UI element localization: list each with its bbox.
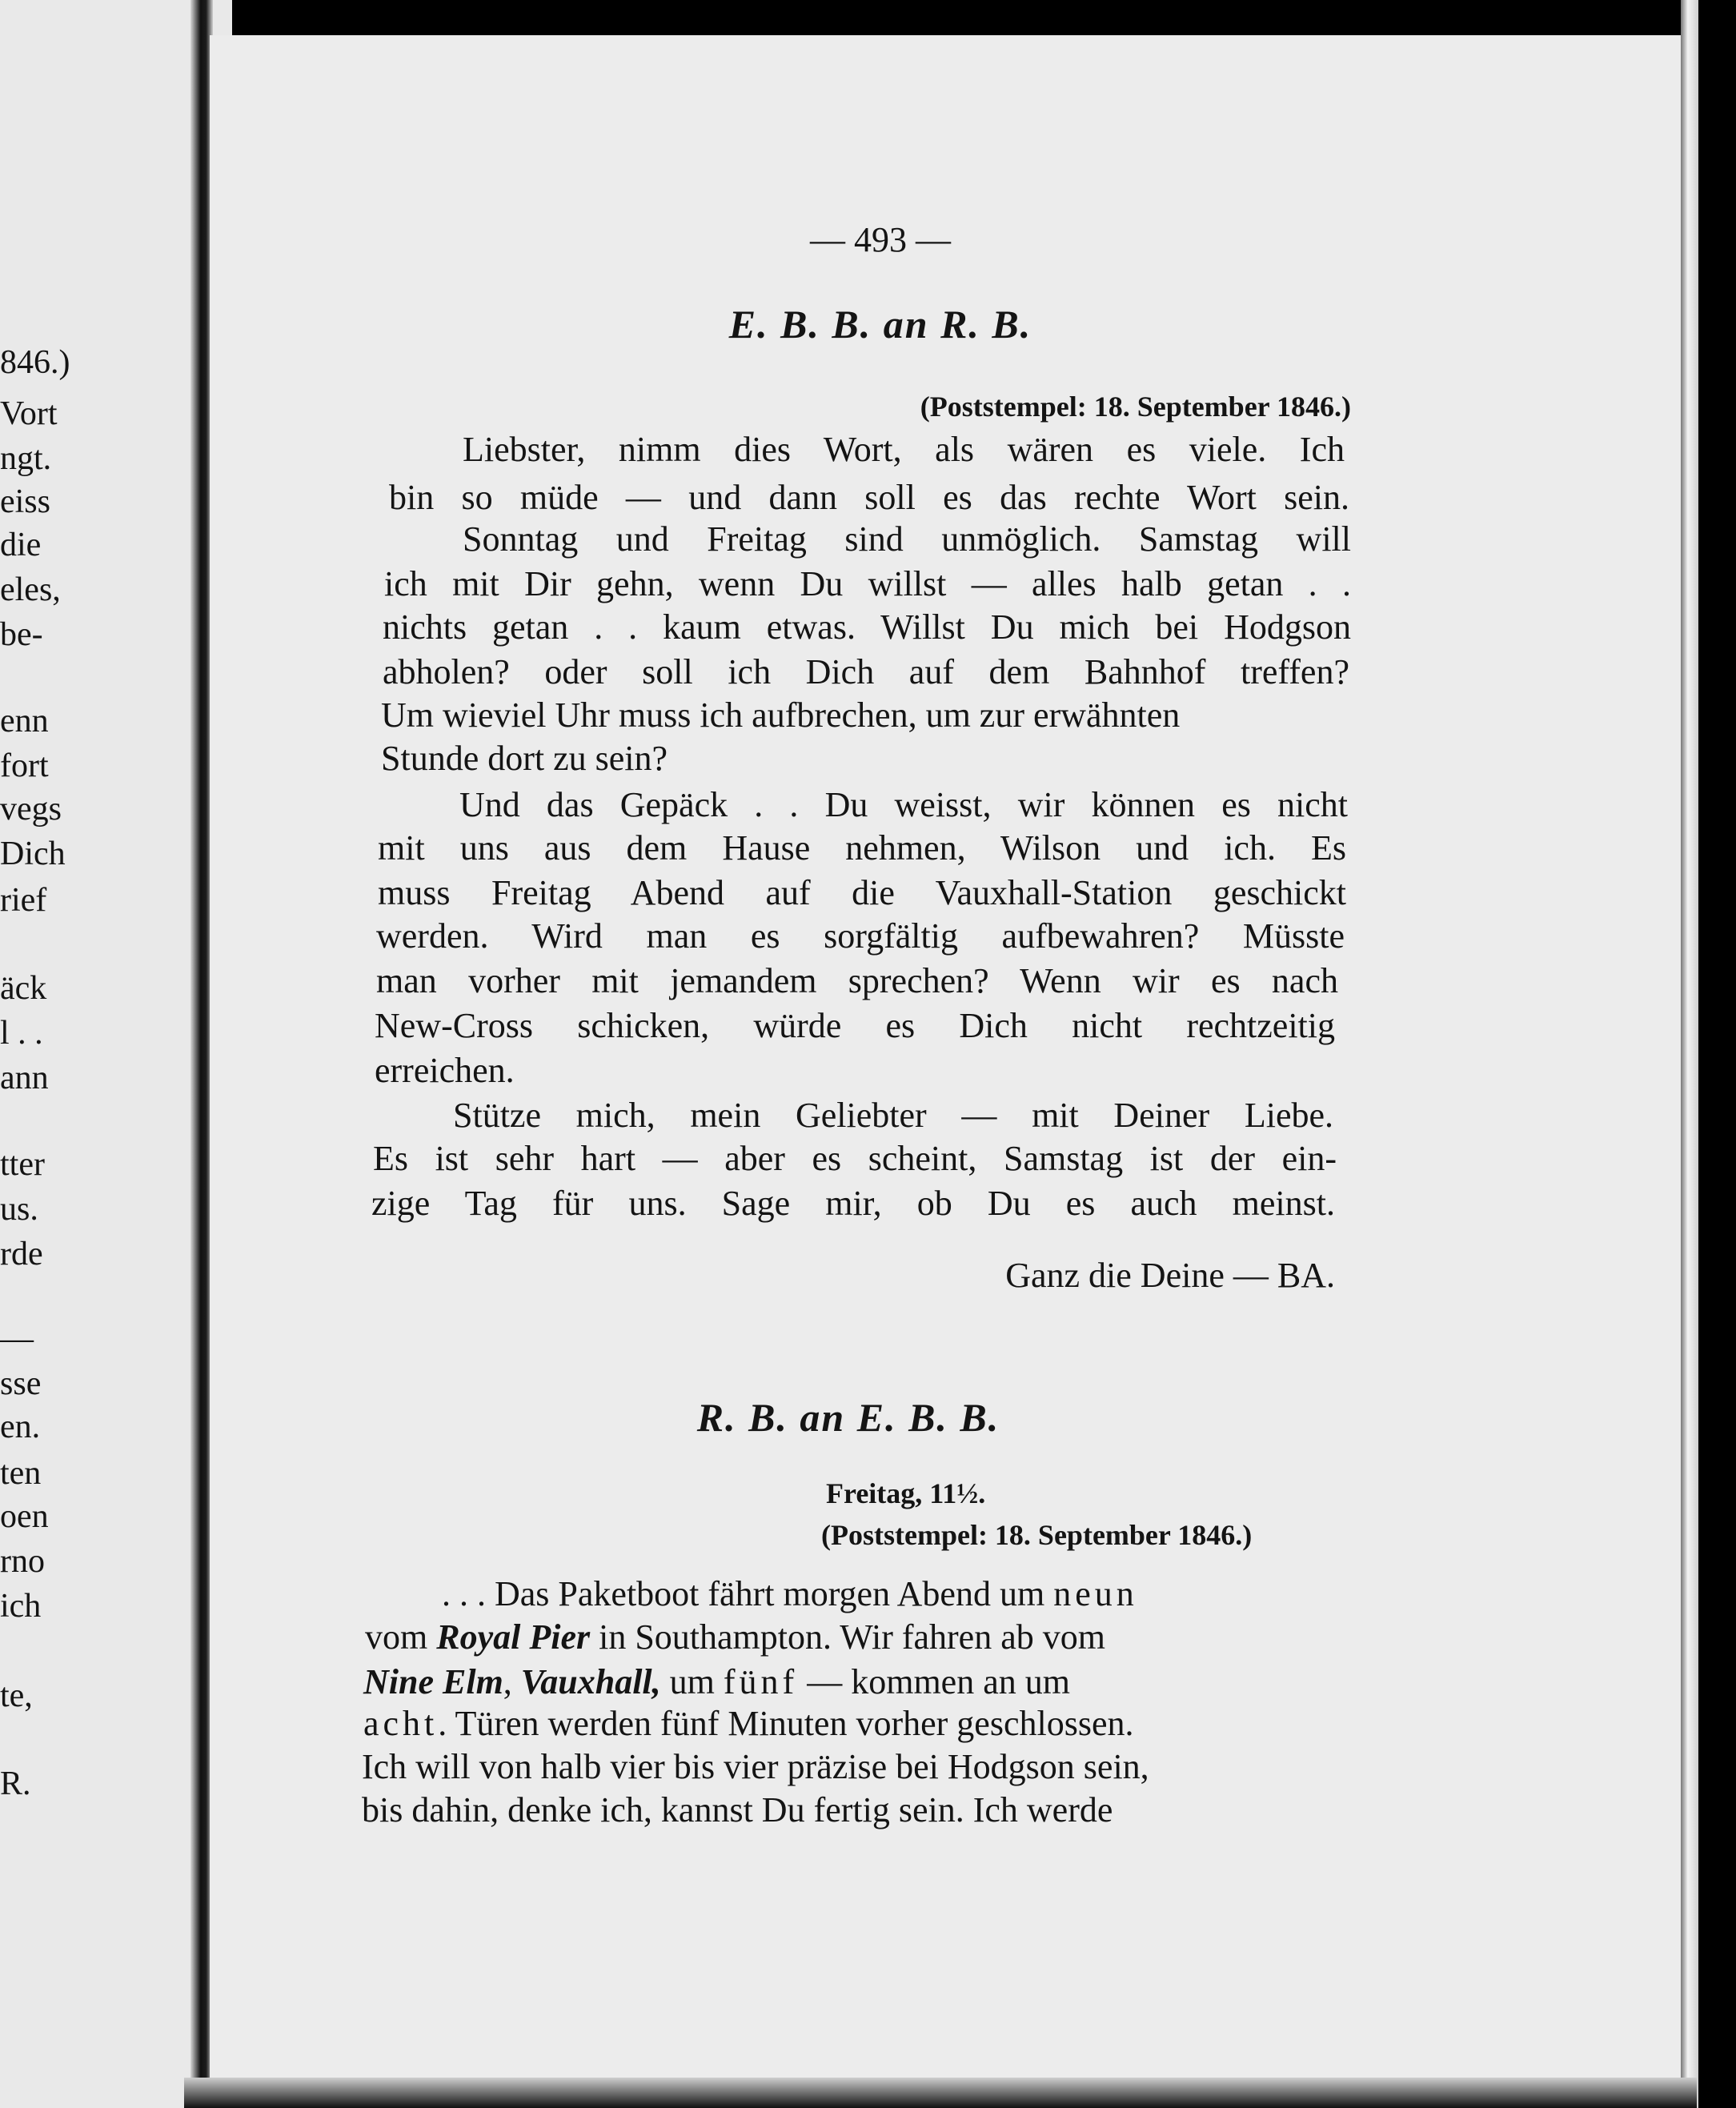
previous-page-fragment: rde xyxy=(0,1236,43,1272)
italic-name: Royal Pier xyxy=(436,1617,591,1657)
text-run: . . . Das Paketboot fährt morgen Abend um xyxy=(442,1574,1054,1613)
text-run: um xyxy=(660,1662,724,1701)
letter1-line: bin so müde — und dann soll es das rechte Wort sein. xyxy=(389,478,1349,517)
previous-page-fragment: rief xyxy=(0,882,47,919)
text-run: in Southampton. Wir fahren ab vom xyxy=(590,1617,1105,1657)
letter2-dateline: Freitag, 11½. xyxy=(826,1477,986,1509)
previous-page-fragment: ten xyxy=(0,1455,42,1492)
letter2-heading: R. B. an E. B. B. xyxy=(696,1395,1000,1440)
letter2-postmark: (Poststempel: 18. September 1846.) xyxy=(821,1519,1253,1551)
letter1-line: werden. Wird man es sorgfältig aufbewahren? Müsste xyxy=(376,916,1345,956)
spaced-text: fünf xyxy=(723,1662,799,1701)
letter1-line: erreichen. xyxy=(375,1051,515,1090)
page-bottom-edge xyxy=(184,2078,1697,2108)
text-run: vom xyxy=(365,1617,437,1657)
previous-page-fragment: ann xyxy=(0,1060,49,1096)
previous-page-fragment: 846.) xyxy=(0,344,70,381)
previous-page-fragment: vegs xyxy=(0,791,62,828)
letter1-line: man vorher mit jemandem sprechen? Wenn wir es nach xyxy=(376,961,1338,1000)
previous-page-fragment: en. xyxy=(0,1409,41,1445)
previous-page-fragment: eles, xyxy=(0,571,61,608)
letter1-line: muss Freitag Abend auf die Vauxhall-Station geschickt xyxy=(378,873,1346,912)
letter2-line: Ich will von halb vier bis vier präzise bei Hodgson sein, xyxy=(362,1747,1149,1786)
page-edge xyxy=(1681,0,1698,2108)
previous-page-fragment: te, xyxy=(0,1677,33,1714)
previous-page-fragment: oen xyxy=(0,1498,49,1535)
previous-page-fragment: us. xyxy=(0,1191,38,1228)
letter1-line: Liebster, nimm dies Wort, als wären es viele. Ich xyxy=(463,430,1345,469)
letter1-line: ich mit Dir gehn, wenn Du willst — alles halb getan . . xyxy=(384,564,1351,603)
letter1-line: abholen? oder soll ich Dich auf dem Bahnhof treffen? xyxy=(383,652,1349,691)
italic-name: Nine Elm xyxy=(363,1662,503,1701)
previous-page-fragment: ngt. xyxy=(0,440,52,477)
page-number: — 493 — xyxy=(810,220,951,259)
previous-page-fragment: eiss xyxy=(0,483,50,520)
letter1-signature: Ganz die Deine — BA. xyxy=(1005,1256,1335,1295)
letter1-line: Stütze mich, mein Geliebter — mit Deiner Liebe. xyxy=(453,1096,1333,1135)
letter1-line: mit uns aus dem Hause nehmen, Wilson und ich. Es xyxy=(378,828,1346,868)
letter2-line xyxy=(363,1662,1070,1701)
letter1-line: Stunde dort zu sein? xyxy=(381,739,668,778)
previous-page-fragment: R. xyxy=(0,1765,31,1802)
letter1-line: nichts getan . . kaum etwas. Willst Du mich bei Hodgson xyxy=(383,607,1351,647)
spaced-text: acht xyxy=(363,1704,439,1743)
letter2-line xyxy=(442,1574,1329,1613)
italic-name: Vauxhall, xyxy=(520,1662,661,1701)
letter2-line xyxy=(365,1617,1105,1657)
previous-page-fragment: ich xyxy=(0,1588,42,1625)
letter1-line: New-Cross schicken, würde es Dich nicht rechtzeitig xyxy=(375,1006,1335,1045)
previous-page-fragment: äck xyxy=(0,970,47,1007)
previous-page-fragment: be- xyxy=(0,616,43,653)
letter2-line xyxy=(363,1706,1133,1741)
text-run: — kommen an um xyxy=(798,1662,1070,1701)
letter1-line: zige Tag für uns. Sage mir, ob Du es auch meinst. xyxy=(371,1184,1335,1223)
previous-page-fragment: — xyxy=(0,1321,34,1357)
previous-page-fragment: sse xyxy=(0,1365,42,1402)
text-run: . Türen werden fünf Minuten vorher geschlossen. xyxy=(438,1704,1134,1743)
previous-page-fragment: enn xyxy=(0,703,49,739)
letter1-line: Es ist sehr hart — aber es scheint, Samstag ist der ein- xyxy=(373,1139,1337,1178)
text-run: , xyxy=(503,1662,521,1701)
letter1-heading: E. B. B. an R. B. xyxy=(728,302,1032,347)
previous-page-fragment: fort xyxy=(0,747,49,784)
previous-page-fragment: tter xyxy=(0,1146,45,1183)
previous-page-fragment: l . . xyxy=(0,1015,43,1052)
previous-page-fragment: Vort xyxy=(0,395,58,432)
letter2-line: bis dahin, denke ich, kannst Du fertig sein. Ich werde xyxy=(362,1790,1113,1829)
previous-page-fragment: Dich xyxy=(0,836,66,872)
spaced-text: neun xyxy=(1053,1574,1138,1613)
previous-page-fragment: rno xyxy=(0,1543,45,1580)
letter1-postmark: (Poststempel: 18. September 1846.) xyxy=(920,391,1351,423)
previous-page-fragment: die xyxy=(0,527,42,563)
letter1-line: Und das Gepäck . . Du weisst, wir können es nicht xyxy=(459,785,1348,824)
letter1-line: Sonntag und Freitag sind unmöglich. Samstag will xyxy=(463,519,1351,559)
letter1-line: Um wieviel Uhr muss ich aufbrechen, um zur erwähnten xyxy=(381,695,1181,735)
